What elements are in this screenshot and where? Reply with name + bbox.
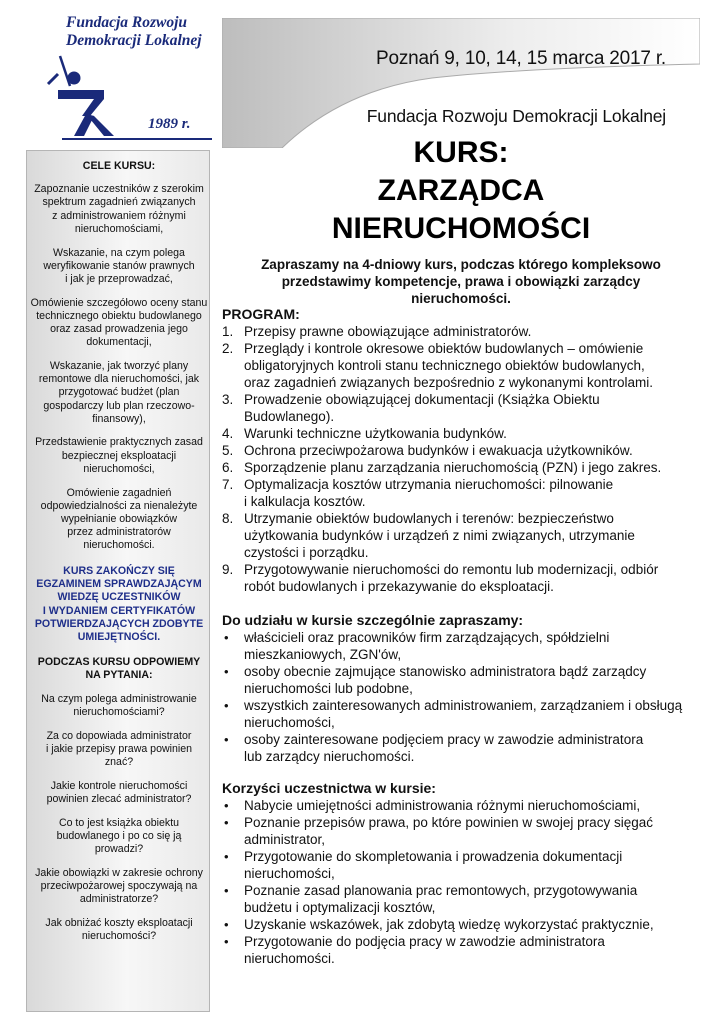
invite-item-line: właścicieli oraz pracowników firm zarządzających, spółdzielni xyxy=(244,630,610,645)
program-item xyxy=(222,561,692,595)
sidebar-goal-line: Zapoznanie uczestników z szerokim xyxy=(34,183,204,196)
course-title-line-3: NIERUCHOMOŚCI xyxy=(331,212,591,245)
benefit-item-text xyxy=(244,933,692,967)
program-item-line: użytkowania budynków i urządzeń z nimi związanych, utrzymanie xyxy=(244,528,635,543)
sidebar-goal-line: bezpiecznej eksploatacji xyxy=(61,449,177,462)
invite-item-text xyxy=(244,629,692,663)
invite-item xyxy=(222,629,692,663)
sidebar-question-line: Na czym polega administrowanie xyxy=(41,692,197,705)
sidebar-goal-line: przygotować budżet (plan xyxy=(58,386,180,399)
invite-item-line: nieruchomości, xyxy=(244,715,335,730)
banner-shape xyxy=(222,18,700,148)
sidebar-questions-heading: PODCZAS KURSU ODPOWIEMY xyxy=(37,656,201,669)
program-item-number: 3. xyxy=(222,392,234,407)
invite-list xyxy=(222,629,692,765)
sidebar-exam-line: WIEDZĘ UCZESTNIKÓW xyxy=(57,591,181,604)
sidebar-question-line: powinien zlecać administrator? xyxy=(46,792,192,805)
sidebar-question-line: przeciwpożarowej spoczywają na xyxy=(40,879,198,892)
sidebar-question-line: i jakie przepisy prawa powinien xyxy=(45,742,193,755)
program-item-number: 7. xyxy=(222,477,234,492)
program-item-line: Prowadzenie obowiązującej dokumentacji (Książka Obiektu xyxy=(244,392,600,407)
program-item-number: 6. xyxy=(222,460,234,475)
program-item-text xyxy=(244,561,692,595)
bullet-icon: • xyxy=(224,849,229,864)
program-item-line: Przeglądy i kontrole okresowe obiektów budowlanych – omówienie xyxy=(244,341,644,356)
sidebar-goal-line: remontowe dla nieruchomości, jak xyxy=(38,373,200,386)
foundation-logo xyxy=(28,8,208,148)
program-item xyxy=(222,459,692,476)
program-item-line: Przygotowywanie nieruchomości do remontu lub modernizacji, odbiór xyxy=(244,562,659,577)
bullet-icon: • xyxy=(224,917,229,932)
program-item-text xyxy=(244,442,692,459)
course-title-line-1: KURS: xyxy=(413,136,509,169)
bullet-icon: • xyxy=(224,630,229,645)
program-item-line: Optymalizacja kosztów utrzymania nieruchomości: pilnowanie xyxy=(244,477,614,492)
sidebar-goal-line: i jak je przeprowadzać, xyxy=(65,272,173,285)
bullet-icon: • xyxy=(224,732,229,747)
program-heading: PROGRAM: xyxy=(222,306,300,322)
benefit-item-line: administrator, xyxy=(244,832,326,847)
sidebar-goal-line: Omówienie szczegółowo oceny stanu xyxy=(30,296,208,309)
sidebar-question-line: prowadzi? xyxy=(94,842,144,855)
invite-item-line: mieszkaniowych, ZGN'ów, xyxy=(244,647,402,662)
sidebar-goal-line: odpowiedzialności za nienależyte xyxy=(40,499,198,512)
header-banner xyxy=(222,18,700,148)
benefit-item-text xyxy=(244,814,692,848)
sidebar-exam-line: EGZAMINEM SPRAWDZAJĄCYM xyxy=(36,578,202,591)
bullet-icon: • xyxy=(224,815,229,830)
sidebar-question-line: Jakie obowiązki w zakresie ochrony xyxy=(35,866,203,879)
program-item-text xyxy=(244,459,692,476)
benefit-item xyxy=(222,797,692,814)
sidebar-question-line: Co to jest książka obiektu xyxy=(58,816,180,829)
invite-item-text xyxy=(244,731,692,765)
program-item-line: Przepisy prawne obowiązujące administratorów. xyxy=(244,324,532,339)
sidebar-goal-line: technicznego obiektu budowlanego xyxy=(36,309,202,322)
sidebar-goal-line: finansowy), xyxy=(92,412,146,425)
sidebar-goal-line: weryfikowanie stanów prawnych xyxy=(43,259,195,272)
sidebar-goal-line: oraz zasad prowadzenia jego xyxy=(50,323,188,335)
benefit-item-text xyxy=(244,882,692,916)
sidebar-goal-line: gospodarczy lub plan rzeczowo- xyxy=(43,399,195,412)
bullet-icon: • xyxy=(224,664,229,679)
invite-heading: Do udziału w kursie szczególnie zapraszamy: xyxy=(222,612,524,628)
invite-item xyxy=(222,731,692,765)
benefit-item-line: Uzyskanie wskazówek, jak zdobytą wiedzę wykorzystać praktycznie, xyxy=(244,917,654,932)
bullet-icon: • xyxy=(224,798,229,813)
sidebar-goal-line: Wskazanie, jak tworzyć plany xyxy=(49,359,189,372)
program-list xyxy=(222,323,692,595)
benefit-item xyxy=(222,933,692,967)
program-item xyxy=(222,340,692,391)
sidebar-question-line: Jakie kontrole nieruchomości xyxy=(50,779,188,792)
sidebar-goal-line: Wskazanie, na czym polega xyxy=(53,246,185,259)
benefits-heading: Korzyści uczestnictwa w kursie: xyxy=(222,780,436,796)
benefit-item-line: Przygotowanie do skompletowania i prowadzenia dokumentacji xyxy=(244,849,623,864)
bullet-icon: • xyxy=(224,883,229,898)
program-item xyxy=(222,510,692,561)
sidebar-goal-line: Omówienie zagadnień xyxy=(66,486,172,499)
benefit-item-line: nieruchomości, xyxy=(244,866,335,881)
program-item xyxy=(222,323,692,340)
sidebar-goal-line: nieruchomościami, xyxy=(74,222,164,235)
program-item-line: Utrzymanie obiektów budowlanych i terenów: bezpieczeństwo xyxy=(244,511,614,526)
bullet-icon: • xyxy=(224,934,229,949)
sidebar-question-line: nieruchomościami? xyxy=(73,705,165,718)
sidebar-exam-line: POTWIERDZAJĄCYCH ZDOBYTE xyxy=(34,617,204,630)
intro-line: przedstawimy kompetencje, prawa i obowiązki zarządcy xyxy=(281,274,641,289)
invite-item-line: nieruchomości lub podobne, xyxy=(244,681,413,696)
benefit-item-text xyxy=(244,916,692,933)
benefit-item-line: Poznanie zasad planowania prac remontowych, przygotowywania xyxy=(244,883,638,898)
sidebar-question-line: nieruchomości? xyxy=(81,929,157,942)
sidebar-goals-heading: CELE KURSU: xyxy=(82,160,156,172)
program-item-line: Budowlanego). xyxy=(244,409,335,424)
sidebar-exam-line: I WYDANIEM CERTYFIKATÓW xyxy=(42,604,196,617)
benefit-item-text xyxy=(244,848,692,882)
program-item-text xyxy=(244,476,692,510)
sidebar-question-line: administratorze? xyxy=(79,893,159,905)
benefit-item xyxy=(222,814,692,848)
benefit-item-line: Nabycie umiejętności administrowania różnymi nieruchomościami, xyxy=(244,798,641,813)
program-item-line: Sporządzenie planu zarządzania nieruchomością (PZN) i jego zakres. xyxy=(244,460,662,475)
intro-line: Zapraszamy na 4-dniowy kurs, podczas którego kompleksowo xyxy=(261,257,661,272)
logo-name-line: Demokracji Lokalnej xyxy=(66,32,202,49)
program-item-line: robót budowlanych i przekazywanie do eksploatacji. xyxy=(244,579,554,594)
program-item-text xyxy=(244,425,692,442)
logo-year: 1989 r. xyxy=(148,116,191,132)
sidebar-goal-line: z administrowaniem różnymi xyxy=(52,209,186,222)
benefit-item xyxy=(222,882,692,916)
invite-item-text xyxy=(244,697,692,731)
program-item-text xyxy=(244,391,692,425)
invite-item-text xyxy=(244,663,692,697)
sidebar-question-line: Jak obniżać koszty eksploatacji xyxy=(45,916,193,929)
program-item-text xyxy=(244,340,692,391)
course-intro xyxy=(222,256,700,307)
program-item-text xyxy=(244,323,692,340)
intro-line: nieruchomości. xyxy=(411,291,511,306)
sidebar-questions-heading: NA PYTANIA: xyxy=(85,669,153,682)
benefit-item-line: budżetu i optymalizacji kosztów, xyxy=(244,900,436,915)
logo-divider xyxy=(62,138,212,140)
program-item-number: 4. xyxy=(222,426,234,441)
sidebar-exam-line: UMIEJĘTNOŚCI. xyxy=(77,631,161,643)
program-item-number: 9. xyxy=(222,562,234,577)
program-item-text xyxy=(244,510,692,561)
sidebar-goal-line: Przedstawienie praktycznych zasad xyxy=(35,436,203,449)
logo-figure-icon xyxy=(28,36,138,146)
invite-item-line: lub zarządcy nieruchomości. xyxy=(244,749,415,764)
program-item-line: i kalkulacja kosztów. xyxy=(244,494,366,509)
program-item-number: 2. xyxy=(222,341,234,356)
sidebar-goal-line: spektrum zagadnień związanych xyxy=(42,196,196,209)
program-item xyxy=(222,425,692,442)
sidebar-question-line: Za co dopowiada administrator xyxy=(46,729,192,742)
benefit-item xyxy=(222,848,692,882)
sidebar-exam-line: KURS ZAKOŃCZY SIĘ xyxy=(63,565,175,577)
sidebar-goal-line: przez administratorów xyxy=(67,526,171,539)
program-item xyxy=(222,391,692,425)
invite-item xyxy=(222,663,692,697)
course-title-line-2: ZARZĄDCA xyxy=(377,174,545,207)
program-item-line: czystości i porządku. xyxy=(244,545,369,560)
invite-item-line: wszystkich zainteresowanych administrowaniem, zarządzaniem i obsługą xyxy=(244,698,683,713)
bullet-icon: • xyxy=(224,698,229,713)
benefit-item-text xyxy=(244,797,692,814)
sidebar-goal-line: dokumentacji, xyxy=(86,336,152,349)
sidebar-question-line: budowlanego i po co się ją xyxy=(56,829,182,842)
program-item xyxy=(222,442,692,459)
program-item xyxy=(222,476,692,510)
program-item-line: Ochrona przeciwpożarowa budynków i ewakuacja użytkowników. xyxy=(244,443,633,458)
sidebar-question-line: znać? xyxy=(104,755,134,768)
program-item-number: 1. xyxy=(222,324,234,339)
program-item-number: 8. xyxy=(222,511,234,526)
invite-item-line: osoby obecnie zajmujące stanowisko administratora bądź zarządcy xyxy=(244,664,647,679)
program-item-line: Warunki techniczne użytkowania budynków. xyxy=(244,426,507,441)
event-date: Poznań 9, 10, 14, 15 marca 2017 r. xyxy=(375,48,666,69)
logo-name-line: Fundacja Rozwoju xyxy=(66,14,188,31)
invite-item xyxy=(222,697,692,731)
sidebar-goal-line: wypełnianie obowiązków xyxy=(60,512,177,525)
benefit-item xyxy=(222,916,692,933)
program-item-number: 5. xyxy=(222,443,234,458)
benefit-item-line: Poznanie przepisów prawa, po które powinien w swojej pracy sięgać xyxy=(244,815,653,830)
invite-item-line: osoby zainteresowane podjęciem pracy w zawodzie administratora xyxy=(244,732,644,747)
program-item-line: obligatoryjnych kontroli stanu technicznego obiektów budowlanych, xyxy=(244,358,645,373)
sidebar-goal-line: nieruchomości. xyxy=(83,539,155,552)
benefit-item-line: nieruchomości. xyxy=(244,951,335,966)
benefit-item-line: Przygotowanie do podjęcia pracy w zawodzie administratora xyxy=(244,934,605,949)
benefits-list xyxy=(222,797,692,967)
program-item-line: oraz zagadnień związanych bezpośrednio z wykonanymi kontrolami. xyxy=(244,375,653,390)
sidebar-panel xyxy=(26,150,210,1012)
sidebar-goal-line: nieruchomości, xyxy=(83,462,155,475)
organizer-name: Fundacja Rozwoju Demokracji Lokalnej xyxy=(366,106,666,126)
